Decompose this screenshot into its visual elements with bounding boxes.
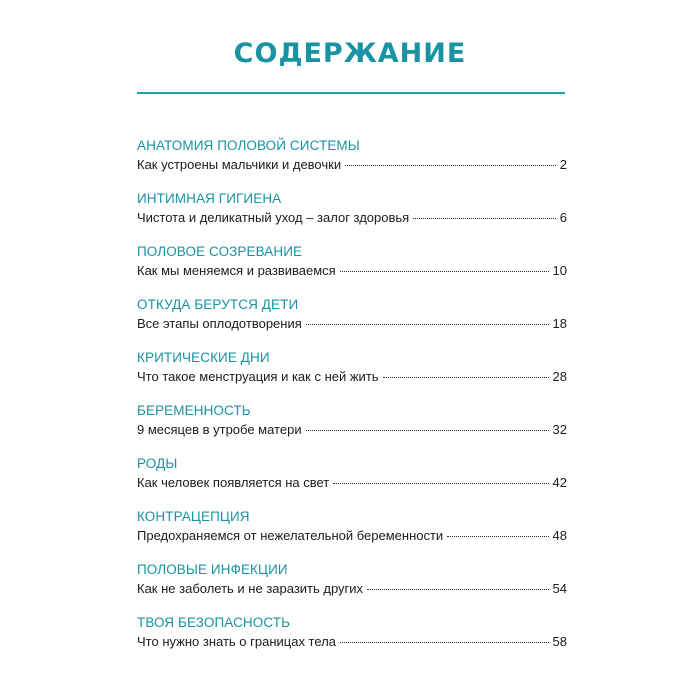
section-title: БЕРЕМЕННОСТЬ [137, 403, 251, 418]
section-title: ПОЛОВОЕ СОЗРЕВАНИЕ [137, 244, 303, 259]
toc-section-1 [137, 190, 567, 243]
dot-leader [447, 536, 548, 537]
page-number: 32 [552, 422, 567, 437]
dot-leader [345, 165, 556, 166]
entry-text: Как мы меняемся и развиваемся [137, 263, 336, 278]
page-number: 54 [552, 581, 567, 596]
section-title: АНАТОМИЯ ПОЛОВОЙ СИСТЕМЫ [137, 138, 360, 153]
toc-entry [137, 262, 567, 279]
toc-section-6 [137, 455, 567, 508]
entry-text: Чистота и деликатный уход – залог здоровья [137, 210, 410, 225]
page-number: 48 [552, 528, 567, 543]
dot-leader [383, 377, 549, 378]
toc-entry [137, 527, 567, 544]
entry-text: Предохраняемся от нежелательной беременности [137, 528, 444, 543]
table-of-contents [137, 137, 567, 667]
page-number: 10 [552, 263, 567, 278]
toc-section-8 [137, 561, 567, 614]
toc-section-7 [137, 508, 567, 561]
toc-entry [137, 368, 567, 385]
page-number: 58 [552, 634, 567, 649]
toc-section-4 [137, 349, 567, 402]
entry-text: Как человек появляется на свет [137, 475, 330, 490]
toc-entry [137, 315, 567, 332]
dot-leader [333, 483, 548, 484]
toc-section-3 [137, 296, 567, 349]
toc-section-2 [137, 243, 567, 296]
toc-entry [137, 209, 567, 226]
entry-text: Что такое менструация и как с ней жить [137, 369, 379, 384]
section-title: КОНТРАЦЕПЦИЯ [137, 509, 250, 524]
toc-section-0 [137, 137, 567, 190]
page-number: 2 [559, 157, 567, 172]
toc-entry [137, 474, 567, 491]
section-title: ОТКУДА БЕРУТСЯ ДЕТИ [137, 297, 299, 312]
toc-entry [137, 156, 567, 173]
toc-section-9 [137, 614, 567, 667]
section-title: ПОЛОВЫЕ ИНФЕКЦИИ [137, 562, 288, 577]
dot-leader [306, 430, 549, 431]
title-divider [137, 92, 565, 94]
entry-text: Как не заболеть и не заразить других [137, 581, 364, 596]
toc-entry [137, 633, 567, 650]
entry-text: Что нужно знать о границах тела [137, 634, 336, 649]
entry-text: Все этапы оплодотворения [137, 316, 302, 331]
page-number: 28 [552, 369, 567, 384]
toc-section-5 [137, 402, 567, 455]
page-title: СОДЕРЖАНИЕ [233, 38, 467, 69]
entry-text: 9 месяцев в утробе матери [137, 422, 302, 437]
dot-leader [306, 324, 549, 325]
page-number: 6 [559, 210, 567, 225]
dot-leader [340, 271, 549, 272]
toc-entry [137, 421, 567, 438]
toc-entry [137, 580, 567, 597]
section-title: ТВОЯ БЕЗОПАСНОСТЬ [137, 615, 291, 630]
dot-leader [413, 218, 556, 219]
page-number: 18 [552, 316, 567, 331]
dot-leader [367, 589, 548, 590]
section-title: РОДЫ [137, 456, 178, 471]
section-title: КРИТИЧЕСКИЕ ДНИ [137, 350, 270, 365]
page-number: 42 [552, 475, 567, 490]
section-title: ИНТИМНАЯ ГИГИЕНА [137, 191, 282, 206]
entry-text: Как устроены мальчики и девочки [137, 157, 342, 172]
dot-leader [340, 642, 549, 643]
